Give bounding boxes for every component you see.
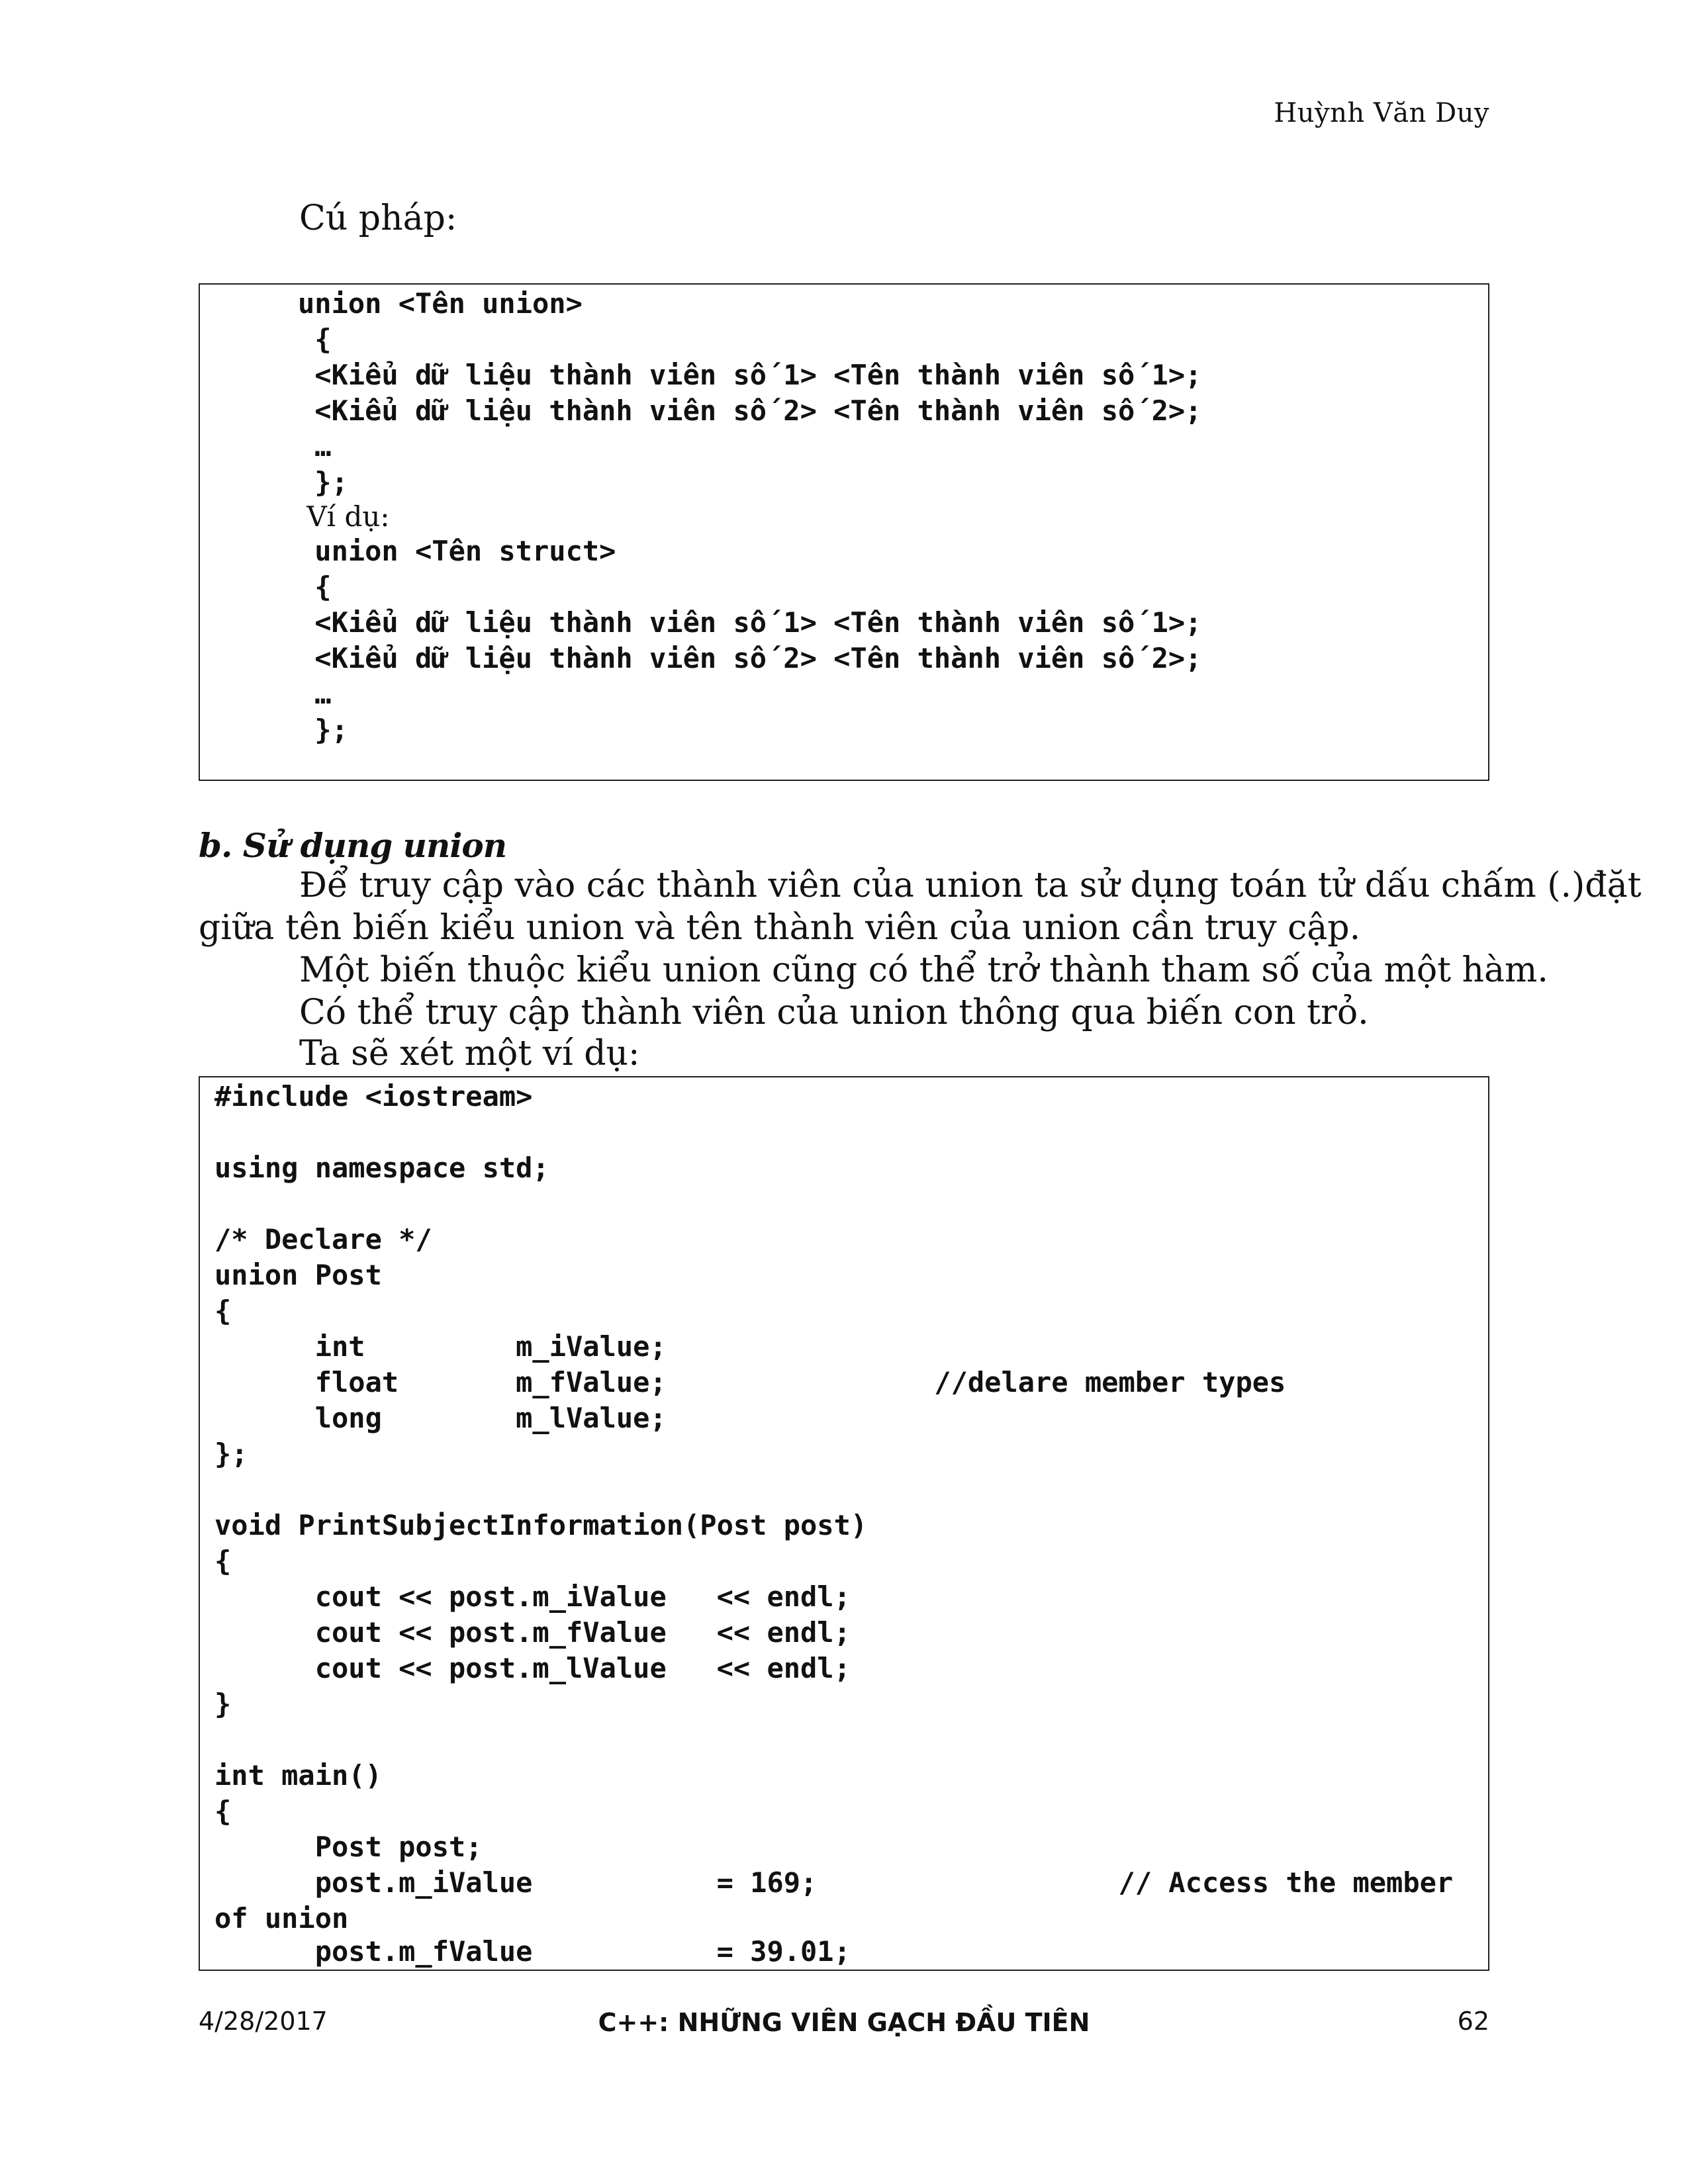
code-line: <Kiểu dữ liệu thành viên số 1> <Tên thành viên số 1>; xyxy=(298,359,1202,391)
paragraph-line: Để truy cập vào các thành viên của union ta sử dụng toán tử dấu chấm (.)đặt xyxy=(299,866,1642,905)
example-code-box xyxy=(199,1076,1489,1971)
example-label: Ví dụ: xyxy=(298,500,390,533)
code-line: }; xyxy=(298,466,348,498)
code-line: … xyxy=(298,430,332,463)
code-line: post.m_fValue = 39.01; xyxy=(214,1935,851,1968)
code-line: cout << post.m_lValue << endl; xyxy=(214,1652,851,1684)
code-line: <Kiểu dữ liệu thành viên số 1> <Tên thành viên số 1>; xyxy=(298,606,1202,639)
code-line: cout << post.m_fValue << endl; xyxy=(214,1616,851,1649)
code-line: int m_iValue; xyxy=(214,1330,667,1363)
code-line: … xyxy=(298,678,332,710)
code-line: using namespace std; xyxy=(214,1152,549,1184)
code-line: }; xyxy=(298,713,348,746)
section-heading: b. Sử dụng union xyxy=(199,826,507,865)
paragraph-line: Ta sẽ xét một ví dụ: xyxy=(299,1034,640,1073)
syntax-code-box xyxy=(199,283,1489,781)
code-line: union <Tên union> xyxy=(298,287,583,320)
code-line: <Kiểu dữ liệu thành viên số 2> <Tên thành viên số 2>; xyxy=(298,394,1202,427)
paragraph-line: Có thể truy cập thành viên của union thông qua biến con trỏ. xyxy=(299,993,1369,1032)
footer-date: 4/28/2017 xyxy=(199,2007,328,2036)
paragraph-line: Một biến thuộc kiểu union cũng có thể trở thành tham số của một hàm. xyxy=(299,950,1548,990)
code-line: void PrintSubjectInformation(Post post) xyxy=(214,1509,868,1541)
code-line: #include <iostream> xyxy=(214,1080,533,1113)
code-line: long m_lValue; xyxy=(214,1402,667,1434)
code-line: cout << post.m_iValue << endl; xyxy=(214,1580,851,1613)
code-line: { xyxy=(214,1795,232,1827)
code-line: { xyxy=(298,570,332,603)
code-line: Post post; xyxy=(214,1831,483,1863)
code-line: <Kiểu dữ liệu thành viên số 2> <Tên thành viên số 2>; xyxy=(298,642,1202,674)
code-line: union <Tên struct> xyxy=(298,535,616,567)
code-line: { xyxy=(298,323,332,355)
code-line: { xyxy=(214,1545,232,1577)
page-header-author: Huỳnh Văn Duy xyxy=(1274,98,1489,128)
code-line: { xyxy=(214,1295,232,1327)
code-line: of union xyxy=(214,1902,349,1934)
code-line: int main() xyxy=(214,1759,382,1792)
code-line: union Post xyxy=(214,1259,382,1291)
footer-title: C++: NHỮNG VIÊN GẠCH ĐẦU TIÊN xyxy=(598,2008,1090,2037)
code-line: /* Declare */ xyxy=(214,1223,432,1255)
code-line: float m_fValue; //delare member types xyxy=(214,1366,1286,1398)
code-line: }; xyxy=(214,1437,248,1470)
code-line: post.m_iValue = 169; // Access the member xyxy=(214,1866,1454,1899)
code-line: } xyxy=(214,1688,232,1720)
syntax-label: Cú pháp: xyxy=(299,199,457,238)
footer-page-number: 62 xyxy=(1457,2007,1489,2036)
paragraph-line: giữa tên biến kiểu union và tên thành viên của union cần truy cập. xyxy=(199,908,1361,948)
